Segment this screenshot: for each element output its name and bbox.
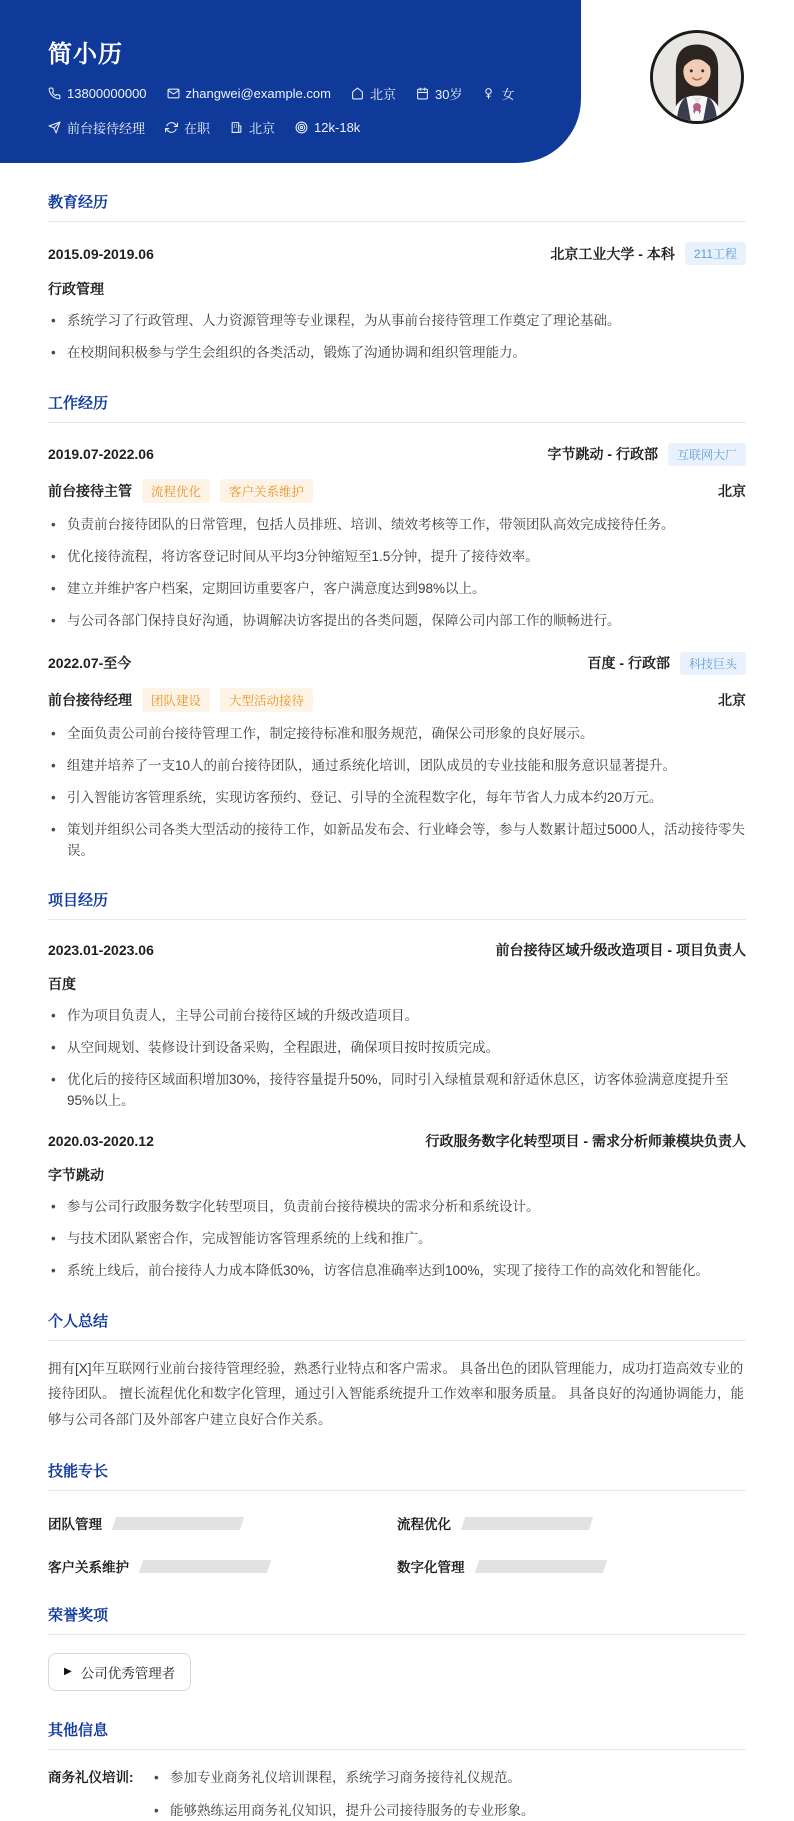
position-icon (48, 121, 61, 134)
honor-chip[interactable] (48, 1653, 191, 1691)
contact-position-text: 前台接待经理 (67, 121, 146, 136)
section-title-work: 工作经历 (48, 392, 746, 423)
contact-salary (295, 120, 360, 135)
project-company: 字节跳动 (48, 1166, 104, 1183)
section-projects (48, 889, 746, 1282)
education-school: 北京工业大学 - 本科 (550, 245, 675, 262)
bullet-item: • 优化后的接待区域面积增加30%，接待容量提升50%，同时引入绿植景观和舒适休息区，访客体验满意度提升至95%以上。 (48, 1070, 746, 1111)
work-bullets (48, 724, 746, 861)
project-bullets (48, 1197, 746, 1282)
work-company-badge: 互联网大厂 (668, 443, 746, 466)
city-icon (230, 121, 243, 134)
contact-location (351, 84, 396, 103)
bullet-item: • 负责前台接待团队的日常管理，包括人员排班、培训、绩效考核等工作，带领团队高效完成接待任务。 (48, 515, 746, 535)
bullet-item: • 从空间规划、装修设计到设备采购，全程跟进，确保项目按时按质完成。 (48, 1038, 746, 1058)
section-title-skills: 技能专长 (48, 1460, 746, 1491)
resume-body (0, 163, 794, 1821)
work-bullets (48, 515, 746, 632)
contact-gender-text: 女 (501, 87, 515, 102)
work-entry (48, 652, 746, 861)
section-summary (48, 1310, 746, 1433)
skill-bar (139, 1560, 271, 1573)
contact-status (165, 118, 210, 137)
contact-gender (482, 84, 514, 103)
project-name: 行政服务数字化转型项目 - 需求分析师兼模块负责人 (425, 1132, 746, 1149)
education-major: 行政管理 (48, 281, 104, 297)
bullet-item: • 引入智能访客管理系统，实现访客预约、登记、引导的全流程数字化，每年节省人力成本约20万元。 (48, 788, 746, 808)
skills-grid (48, 1513, 746, 1576)
home-icon (351, 87, 364, 100)
contact-city (230, 118, 275, 137)
avatar-portrait (653, 33, 741, 121)
work-company-badge: 科技巨头 (680, 652, 746, 675)
contact-row-1 (48, 84, 581, 103)
contact-salary-text: 12k-18k (314, 120, 361, 135)
section-education (48, 191, 746, 364)
other-info-bullets (151, 1768, 746, 1821)
bullet-item: • 优化接待流程，将访客登记时间从平均3分钟缩短至1.5分钟，提升了接待效率。 (48, 547, 746, 567)
skill-name: 流程优化 (397, 1517, 451, 1533)
bullet-item: • 系统上线后，前台接待人力成本降低30%，访客信息准确率达到100%，实现了接待工作的高效化和智能化。 (48, 1261, 746, 1281)
other-info-label: 商务礼仪培训: (48, 1770, 134, 1786)
age-icon (416, 87, 429, 100)
project-entry (48, 940, 746, 1111)
candidate-name: 简小历 (48, 41, 123, 68)
section-skills (48, 1460, 746, 1576)
header-banner (0, 0, 581, 163)
contact-age (416, 84, 462, 103)
bullet-item: • 能够熟练运用商务礼仪知识，提升公司接待服务的专业形象。 (151, 1801, 746, 1821)
status-icon (165, 121, 178, 134)
skill-name: 数字化管理 (397, 1560, 465, 1576)
education-entry (48, 242, 746, 364)
section-title-other: 其他信息 (48, 1719, 746, 1750)
gender-icon (482, 87, 495, 100)
contact-phone-text: 13800000000 (67, 86, 147, 101)
work-role: 前台接待主管 (48, 482, 132, 499)
contact-status-text: 在职 (184, 121, 211, 136)
section-honors (48, 1604, 746, 1691)
avatar (650, 30, 744, 124)
email-icon (167, 87, 180, 100)
bullet-item: • 与公司各部门保持良好沟通，协调解决访客提出的各类问题，保障公司内部工作的顺畅进行。 (48, 611, 746, 631)
work-date: 2019.07-2022.06 (48, 446, 154, 462)
bullet-item: • 全面负责公司前台接待管理工作，制定接待标准和服务规范，确保公司形象的良好展示。 (48, 724, 746, 744)
bullet-item: • 参与公司行政服务数字化转型项目，负责前台接待模块的需求分析和系统设计。 (48, 1197, 746, 1217)
work-city: 北京 (718, 691, 746, 708)
bullet-item: • 作为项目负责人，主导公司前台接待区域的升级改造项目。 (48, 1006, 746, 1026)
contact-position (48, 118, 145, 137)
contact-row-2 (48, 118, 581, 137)
project-bullets (48, 1006, 746, 1111)
work-tag: 团队建设 (142, 688, 210, 712)
work-company: 字节跳动 - 行政部 (547, 446, 658, 462)
contact-city-text: 北京 (249, 121, 276, 136)
section-work (48, 392, 746, 861)
education-badge: 211工程 (685, 242, 746, 265)
summary-text: 拥有[X]年互联网行业前台接待管理经验，熟悉行业特点和客户需求。 具备出色的团队管理能力，成功打造高效专业的接待团队。 擅长流程优化和数字化管理，通过引入智能系统提升工作效率和服务质量。 具备良好的沟通协调能力，能够与公司各部门及外部客户建立良好合作关系。 (48, 1360, 744, 1427)
project-entry (48, 1131, 746, 1282)
section-title-education: 教育经历 (48, 191, 746, 222)
salary-icon (295, 121, 308, 134)
contact-location-text: 北京 (369, 87, 396, 102)
work-role: 前台接待经理 (48, 691, 132, 708)
education-date: 2015.09-2019.06 (48, 245, 154, 262)
bullet-item: • 策划并组织公司各类大型活动的接待工作，如新品发布会、行业峰会等，参与人数累计超过5000人，活动接待零失误。 (48, 820, 746, 861)
work-tag: 客户关系维护 (220, 479, 313, 503)
bullet-item: • 建立并维护客户档案，定期回访重要客户，客户满意度达到98%以上。 (48, 579, 746, 599)
section-title-projects: 项目经历 (48, 889, 746, 920)
work-date: 2022.07-至今 (48, 655, 132, 671)
bullet-item: • 与技术团队紧密合作，完成智能访客管理系统的上线和推广。 (48, 1229, 746, 1249)
project-company: 百度 (48, 975, 76, 992)
honor-label: 公司优秀管理者 (80, 1666, 176, 1682)
skill-item (397, 1556, 746, 1576)
skill-name: 客户关系维护 (48, 1560, 129, 1576)
skill-item (48, 1556, 397, 1576)
work-city: 北京 (718, 482, 746, 499)
contact-phone (48, 86, 147, 101)
phone-icon (48, 87, 61, 100)
section-title-summary: 个人总结 (48, 1310, 746, 1341)
bullet-item: • 在校期间积极参与学生会组织的各类活动，锻炼了沟通协调和组织管理能力。 (48, 343, 746, 363)
other-info-row (48, 1768, 746, 1821)
bullet-item: • 组建并培养了一支10人的前台接待团队，通过系统化培训，团队成员的专业技能和服务意识显著提升。 (48, 756, 746, 776)
skill-item (397, 1513, 746, 1533)
skill-bar (474, 1560, 606, 1573)
contact-email (167, 86, 331, 101)
section-other (48, 1719, 746, 1821)
skill-item (48, 1513, 397, 1533)
education-bullets (48, 311, 746, 364)
project-date: 2023.01-2023.06 (48, 941, 154, 958)
work-tag: 大型活动接待 (220, 688, 313, 712)
contact-age-text: 30岁 (434, 87, 463, 102)
work-tag: 流程优化 (142, 479, 210, 503)
project-name: 前台接待区域升级改造项目 - 项目负责人 (495, 941, 746, 958)
bullet-item: • 参加专业商务礼仪培训课程，系统学习商务接待礼仪规范。 (151, 1768, 746, 1788)
project-date: 2020.03-2020.12 (48, 1132, 154, 1149)
bullet-item: • 系统学习了行政管理、人力资源管理等专业课程，为从事前台接待管理工作奠定了理论基础。 (48, 311, 746, 331)
skill-name: 团队管理 (48, 1517, 102, 1533)
work-company: 百度 - 行政部 (587, 655, 670, 671)
work-entry (48, 443, 746, 632)
contact-email-text: zhangwei@example.com (185, 86, 331, 101)
expand-triangle-icon: ▶ (64, 1666, 72, 1678)
section-title-honors: 荣誉奖项 (48, 1604, 746, 1635)
